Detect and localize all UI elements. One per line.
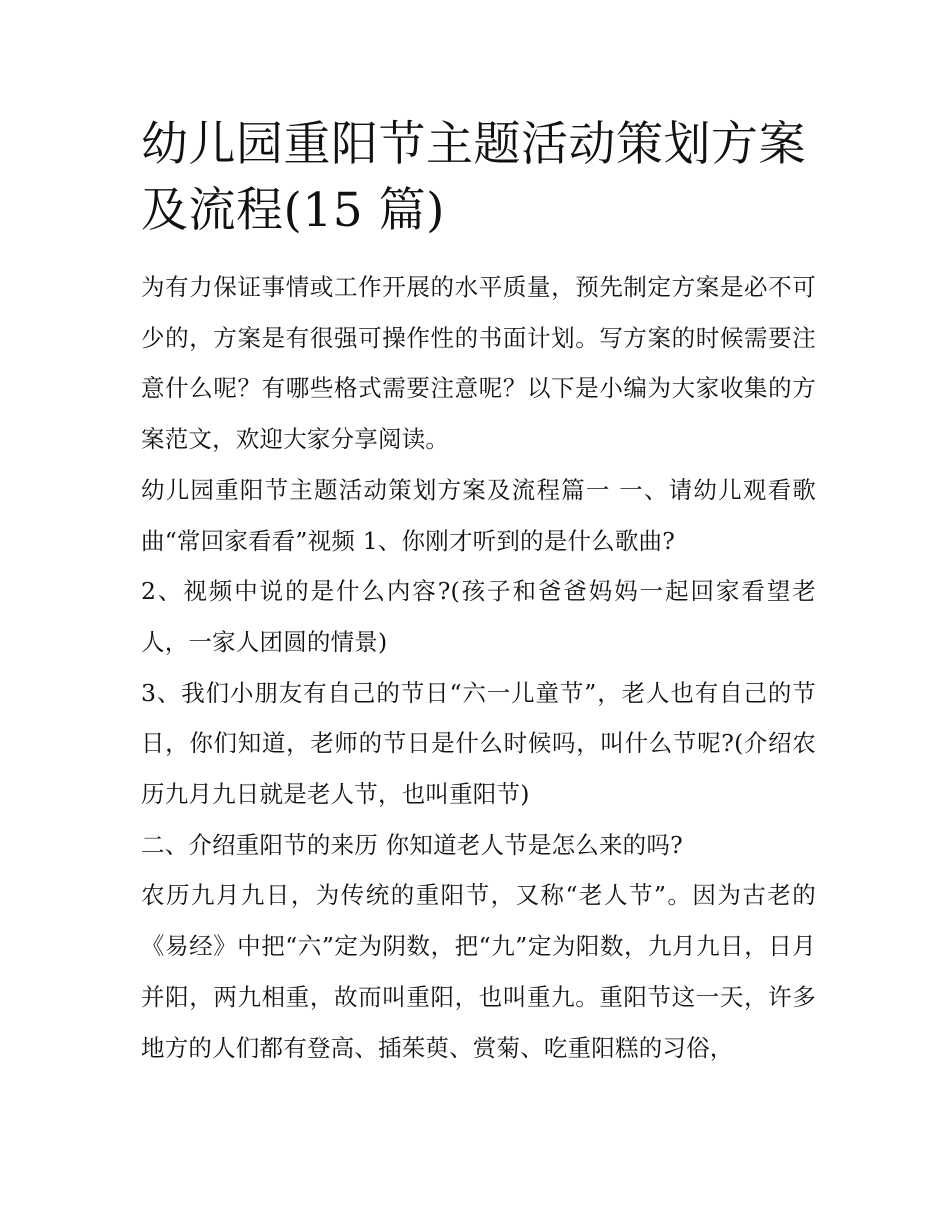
paragraph-part-two: 二、介绍重阳节的来历 你知道老人节是怎么来的吗? [141,830,683,859]
document-title: 幼儿园重阳节主题活动策划方案及流程(15 篇) [141,117,806,238]
document-body [141,262,816,1073]
paragraph-question-2: 2、视频中说的是什么内容?(孩子和爸爸妈妈一起回家看望老人，一家人团圆的情景) [141,577,816,656]
paragraph-question-3: 3、我们小朋友有自己的节日“六一儿童节”，老人也有自己的节日，你们知道，老师的节日是什么时候吗，叫什么节呢?(介绍农历九月九日就是老人节，也叫重阳节) [141,678,816,809]
document-page [141,112,816,1073]
paragraph-part-one: 幼儿园重阳节主题活动策划方案及流程篇一 一、请幼儿观看歌曲“常回家看看”视频 1、你刚才听到的是什么歌曲? [141,475,816,555]
paragraph-intro: 为有力保证事情或工作开展的水平质量，预先制定方案是必不可少的，方案是有很强可操作性的书面计划。写方案的时候需要注意什么呢？有哪些格式需要注意呢？以下是小编为大家收集的方案范文，欢迎大家分享阅读。 [141,273,816,454]
paragraph-festival-origin: 农历九月九日，为传统的重阳节，又称“老人节”。因为古老的《易经》中把“六”定为阴数，把“九”定为阳数，九月九日，日月并阳，两九相重，故而叫重阳，也叫重九。重阳节这一天，许多地方的人们都有登高、插茱萸、赏菊、吃重阳糕的习俗， [141,881,816,1062]
